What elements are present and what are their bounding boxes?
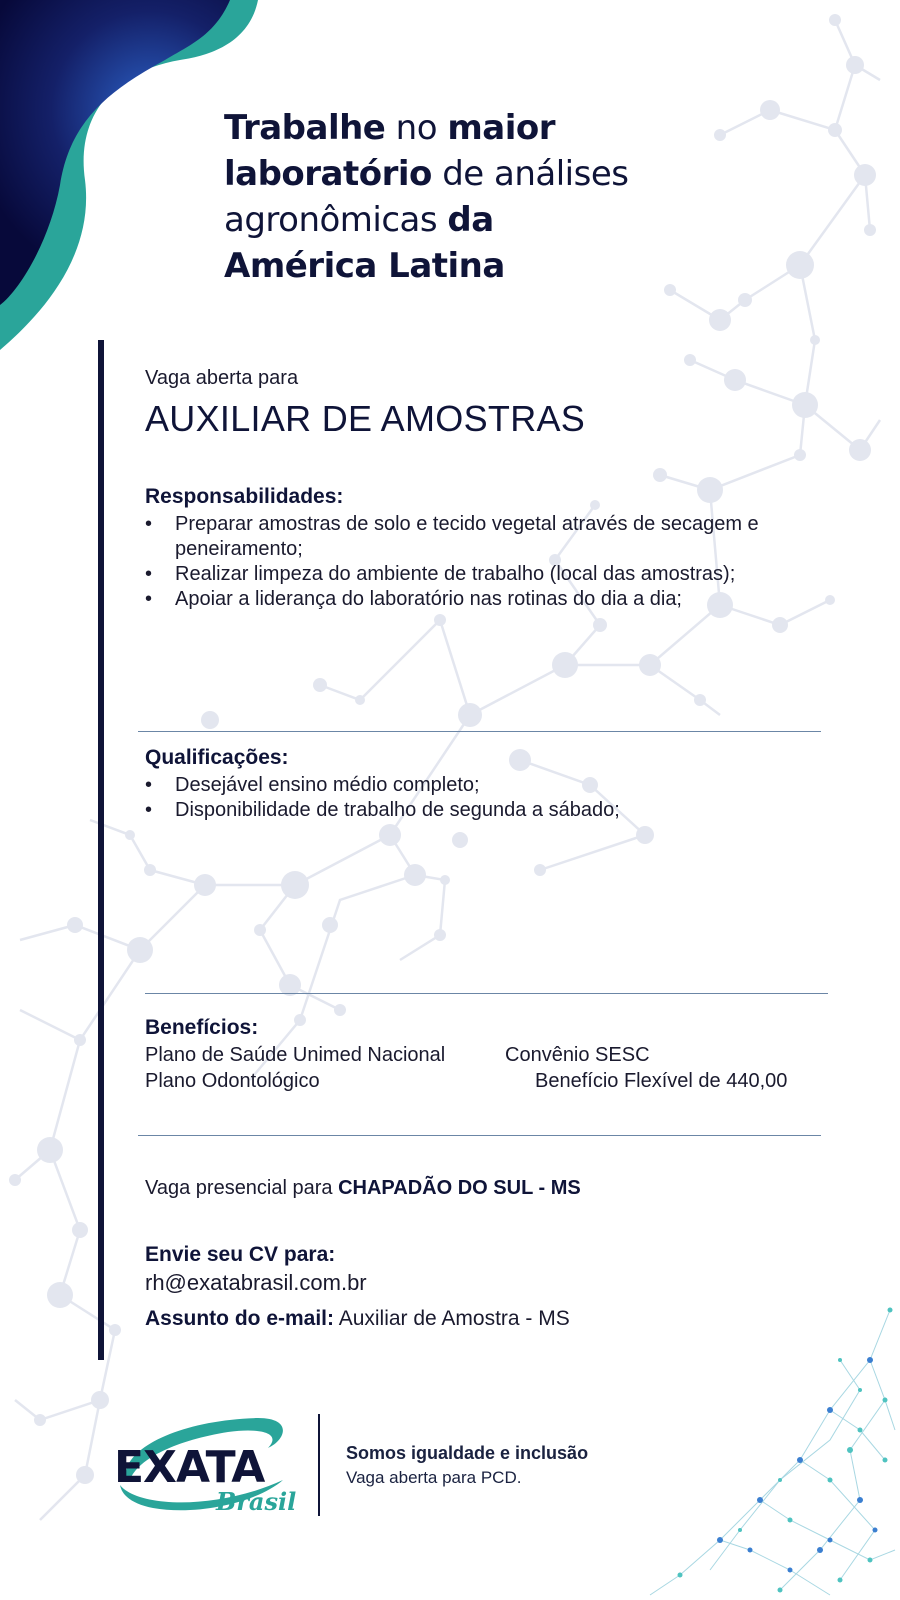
- list-item: • Apoiar a liderança do laboratório nas rotinas do dia a dia;: [145, 587, 825, 612]
- list-item: • Desejável ensino médio completo;: [145, 773, 825, 798]
- list-item: • Preparar amostras de solo e tecido vegetal através de secagem e peneiramento;: [145, 512, 825, 562]
- logo-divider: [318, 1414, 320, 1516]
- section-divider: [138, 731, 821, 732]
- beneficio-odontologico: Plano Odontológico: [145, 1070, 320, 1092]
- svg-text:EXATA: EXATA: [114, 1442, 265, 1493]
- qualificacoes-title: Qualificações:: [145, 746, 289, 769]
- list-item: • Realizar limpeza do ambiente de trabalho (local das amostras);: [145, 562, 825, 587]
- email-link[interactable]: rh@exatabrasil.com.br: [145, 1270, 367, 1295]
- left-accent-bar: [98, 340, 104, 1360]
- section-divider: [138, 1135, 821, 1136]
- contato-title: Envie seu CV para:: [145, 1243, 336, 1266]
- list-item: • Disponibilidade de trabalho de segunda a sábado;: [145, 798, 825, 823]
- section-divider: [145, 993, 828, 994]
- headline: Trabalhe no maior laboratório de análises agronômicas da América Latina: [224, 108, 629, 286]
- vaga-city: CHAPADÃO DO SUL - MS: [338, 1177, 581, 1199]
- email-subject: Assunto do e-mail: Auxiliar de Amostra - MS: [145, 1307, 570, 1330]
- responsabilidades-title: Responsabilidades:: [145, 485, 344, 508]
- beneficios-title: Benefícios:: [145, 1016, 259, 1039]
- svg-text:Brasil: Brasil: [216, 1487, 297, 1516]
- exata-brasil-logo: [108, 1410, 298, 1520]
- vaga-intro: Vaga aberta para: [145, 367, 299, 389]
- slogan-title: Somos igualdade e inclusão: [346, 1443, 589, 1463]
- bottom-right-network-decoration: [630, 1300, 900, 1600]
- slogan-pcd: Vaga aberta para PCD.: [346, 1468, 522, 1487]
- beneficio-flexivel: Benefício Flexível de 440,00: [535, 1070, 788, 1092]
- qualificacoes-list: [145, 773, 825, 823]
- beneficio-unimed: Plano de Saúde Unimed Nacional: [145, 1044, 446, 1066]
- job-title: AUXILIAR DE AMOSTRAS: [145, 398, 586, 439]
- responsabilidades-list: [145, 512, 825, 612]
- vaga-local: Vaga presencial para CHAPADÃO DO SUL - MS: [145, 1177, 581, 1199]
- beneficio-sesc: Convênio SESC: [505, 1044, 650, 1066]
